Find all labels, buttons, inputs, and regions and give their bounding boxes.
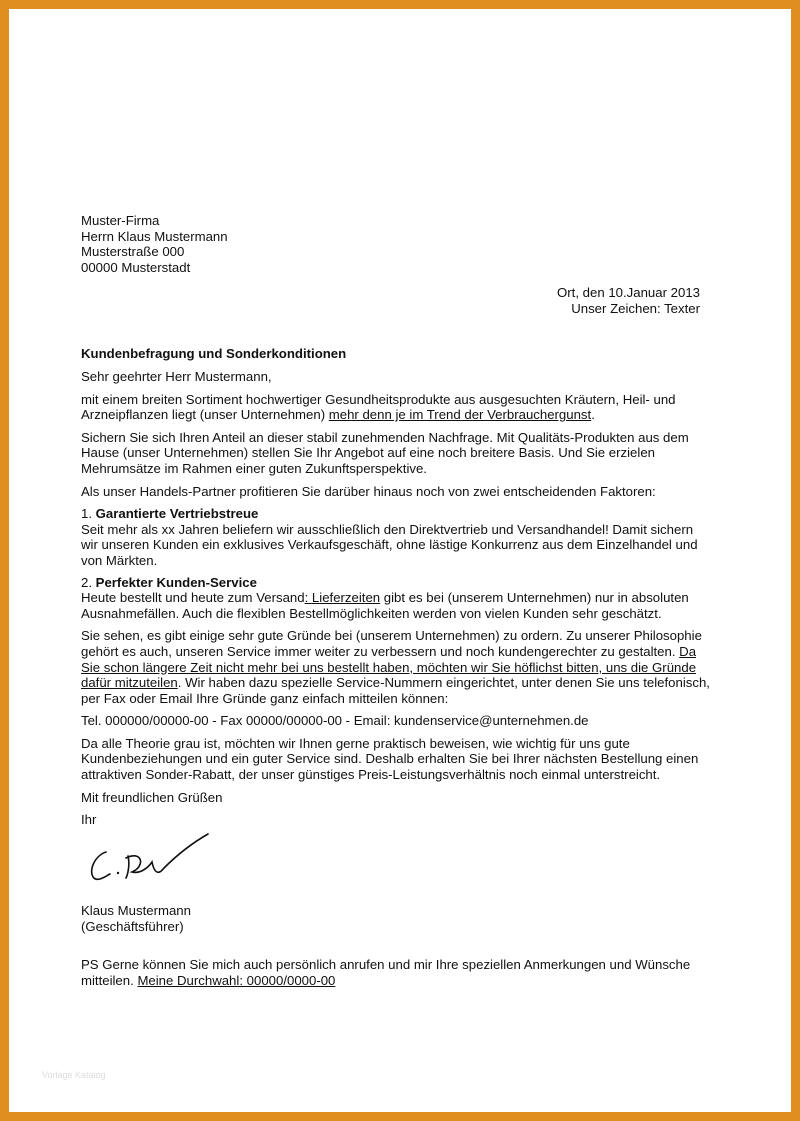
letter-date: Ort, den 10.Januar 2013 [557,285,700,300]
intro-underlined: mehr denn je im Trend der Verbrauchergunst [328,407,592,423]
postscript [81,957,711,988]
date-block [81,285,700,316]
signature-image [84,832,214,892]
reasons-underlined: Da Sie schon längere Zeit nicht mehr bei uns bestellt haben, möchten wir Sie höflichst bitten, uns die Gründe dafür mitzuteilen [81,643,697,691]
factor-two-number: 2. [81,574,96,590]
factor-two-text-start: Heute bestellt und heute zum Versand [81,590,305,606]
factor-two-text-end: gibt es bei (unserem Unternehmen) nur in absoluten Ausnahmefällen. Auch die flexiblen Bestellmöglichkeiten werden von vielen Kunden sehr geschätzt. [81,590,689,621]
factor-one [81,506,711,568]
intro-end: . [591,407,595,423]
paragraph-offer: Da alle Theorie grau ist, möchten wir Ihnen gerne praktisch beweisen, wie wichtig für uns gute Kundenbeziehungen und ein guter Service sind. Deshalb erhalten Sie bei Ihrer nächsten Bestellung einen attraktiven Sonder-Rabatt, der unser günstiges Preis-Leistungsverhältnis noch einmal unterstreicht. [81,735,699,783]
subject-line: Kundenbefragung und Sonderkonditionen [81,346,347,361]
letter-body [81,369,711,835]
paragraph-share: Sichern Sie sich Ihren Anteil an dieser stabil zunehmenden Nachfrage. Mit Qualitäts-Produkten aus dem Hause (unser Unternehmen) stellen Sie Ihr Angebot auf eine noch breitere Basis. Und Sie erzielen Mehrumsätze im Rahmen einer guten Zukunftsperspektive. [81,429,689,476]
salutation: Sehr geehrter Herr Mustermann, [81,369,272,384]
ps-text: PS Gerne können Sie mich auch persönlich anrufen und mir Ihre speziellen Anmerkungen und Wünsche mitteilen. [81,957,691,988]
factor-two-title: Perfekter Kunden-Service [95,574,257,590]
factor-one-number: 1. [81,506,96,522]
reasons-start: Sie sehen, es gibt einige sehr gute Gründe bei (unserem Unternehmen) zu ordern. Zu unserer Philosophie gehört es auch, unseren Service immer weiter zu verbessern und noch kundengerechter zu gestalten. [81,628,702,659]
factor-one-title: Garantierte Vertriebstreue [95,506,259,522]
recipient-city: 00000 Musterstadt [81,259,191,275]
recipient-street: Musterstraße 000 [81,244,185,260]
recipient-address [81,213,706,275]
reference-line: Unser Zeichen: Texter [571,300,700,316]
recipient-name: Herrn Klaus Mustermann [81,228,228,244]
contact-line: Tel. 000000/00000-00 - Fax 00000/00000-00 - Email: kundenservice@unternehmen.de [81,713,589,729]
closing: Mit freundlichen Grüßen [81,789,223,805]
factor-two-underlined: : Lieferzeiten [304,590,381,606]
closing-ihr: Ihr [81,812,97,828]
factor-one-text: Seit mehr als xx Jahren beliefern wir ausschließlich den Direktvertrieb und Versandhandel! Damit sichern wir unseren Kunden ein exklusives Verkaufsgeschäft, ohne lästige Konkurrenz aus dem Einzelhandel und von Märkten. [81,521,698,568]
sender-name: Klaus Mustermann [81,903,191,918]
watermark: Vorlage Katalog [42,1070,106,1080]
paragraph-intro [81,392,711,423]
paragraph-reasons [81,628,711,706]
reasons-end: . Wir haben dazu spezielle Service-Nummern eingerichtet, unter denen Sie uns telefonisch, per Fax oder Email Ihre Gründe ganz einfach mitteilen können: [81,675,710,706]
factor-two [81,575,711,622]
recipient-company: Muster-Firma [81,213,160,228]
sender-role: (Geschäftsführer) [81,918,184,934]
intro-text: mit einem breiten Sortiment hochwertiger Gesundheitsprodukte aus ausgesuchten Kräutern, Heil- und Arzneipflanzen liegt (unser Unternehmen) [81,391,676,423]
ps-underlined: Meine Durchwahl: 00000/0000-00 [137,972,336,988]
sender-block [81,903,191,934]
paragraph-factors: Als unser Handels-Partner profitieren Sie darüber hinaus noch von zwei entscheidenden Faktoren: [81,483,656,499]
